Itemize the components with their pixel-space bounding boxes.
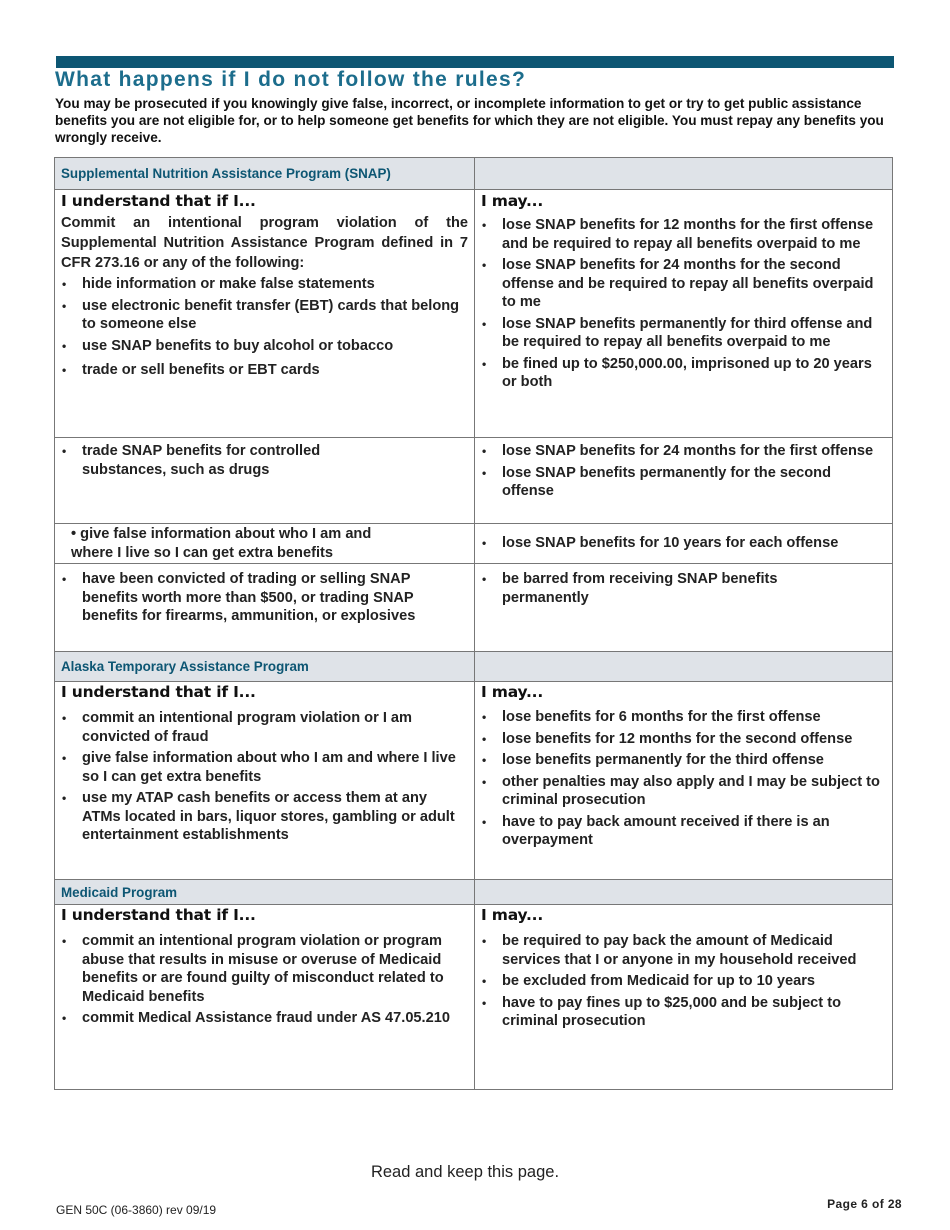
list-item: • lose benefits for 12 months for the second offense — [481, 730, 886, 749]
header-bar — [56, 56, 894, 68]
page-number: Page 6 of 28 — [827, 1197, 902, 1211]
list-item: • commit Medical Assistance fraud under AS 47.05.210 — [61, 1009, 468, 1028]
list-item: • use SNAP benefits to buy alcohol or tobacco — [61, 337, 468, 356]
list-item: • trade SNAP benefits for controlled substances, such as drugs — [61, 442, 361, 479]
list-item: • trade or sell benefits or EBT cards — [61, 361, 468, 380]
keep-page-note: Read and keep this page. — [370, 1163, 560, 1181]
atap-row — [55, 681, 892, 879]
snap-left-heading: I understand that if I... — [61, 192, 256, 210]
snap-row-3 — [55, 523, 892, 563]
snap-row-2 — [55, 437, 892, 523]
medicaid-section-header — [55, 879, 892, 904]
list-item: • use electronic benefit transfer (EBT) cards that belong to someone else — [61, 297, 468, 334]
atap-section-header — [55, 651, 892, 681]
snap-title: Supplemental Nutrition Assistance Program (SNAP) — [61, 166, 391, 181]
list-item: • lose SNAP benefits permanently for the second offense — [481, 464, 886, 501]
list-item: • lose SNAP benefits for 12 months for the first offense and be required to repay all benefits overpaid to me — [481, 216, 886, 253]
medicaid-row — [55, 904, 892, 1089]
medicaid-penalty-list — [481, 932, 886, 1031]
list-item: • give false information about who I am and where I live so I can get extra benefits — [61, 749, 468, 786]
atap-title: Alaska Temporary Assistance Program — [61, 659, 309, 674]
atap-right-heading: I may... — [481, 683, 544, 701]
snap-drugs-list — [61, 442, 361, 479]
intro-paragraph: You may be prosecuted if you knowingly give false, incorrect, or incomplete information to get or try to get public assistance benefits you are not eligible for, or to help someone get benefits for which they are not eligible. You must repay any benefits you wrongly receive. — [55, 96, 884, 145]
snap-false-info-penalty-list — [481, 534, 838, 553]
atap-penalty-list — [481, 708, 886, 850]
list-item: • have been convicted of trading or selling SNAP benefits worth more than $500, or trading SNAP benefits for firearms, ammunition, or explosives — [61, 570, 449, 626]
snap-penalty-list — [481, 216, 886, 392]
snap-trafficking-penalty-list — [481, 570, 801, 607]
list-item: • other penalties may also apply and I may be subject to criminal prosecution — [481, 773, 886, 810]
snap-right-heading: I may... — [481, 192, 544, 210]
list-item: • commit an intentional program violation or program abuse that results in misuse or overuse of Medicaid benefits or are found guilty of misconduct related to Medicaid benefits — [61, 932, 468, 1006]
list-item: • lose benefits for 6 months for the first offense — [481, 708, 886, 727]
snap-section-header — [55, 158, 892, 189]
medicaid-right-heading: I may... — [481, 906, 544, 924]
rules-table — [54, 157, 893, 1090]
snap-violation-intro: Commit an intentional program violation of the Supplemental Nutrition Assistance Program defined in 7 CFR 273.16 or any of the following: — [61, 215, 468, 271]
medicaid-left-heading: I understand that if I... — [61, 906, 256, 924]
list-item: • hide information or make false statements — [61, 275, 468, 294]
atap-left-heading: I understand that if I... — [61, 683, 256, 701]
form-identifier: GEN 50C (06-3860) rev 09/19 — [56, 1203, 217, 1217]
medicaid-violation-list — [61, 932, 468, 1028]
snap-drugs-penalty-list — [481, 442, 886, 501]
medicaid-title: Medicaid Program — [61, 884, 178, 900]
list-item: • be barred from receiving SNAP benefits permanently — [481, 570, 801, 607]
list-item: • have to pay back amount received if there is an overpayment — [481, 813, 886, 850]
snap-row-4 — [55, 563, 892, 651]
snap-false-info: • give false information about who I am and where I live so I can get extra benefits — [71, 526, 372, 561]
snap-violation-list — [61, 275, 468, 380]
snap-trafficking-list — [61, 570, 449, 626]
list-item: • lose SNAP benefits for 24 months for the first offense — [481, 442, 886, 461]
list-item: • be excluded from Medicaid for up to 10 years — [481, 972, 886, 991]
list-item: • have to pay fines up to $25,000 and be subject to criminal prosecution — [481, 994, 886, 1031]
list-item: • be required to pay back the amount of Medicaid services that I or anyone in my household received — [481, 932, 886, 969]
snap-row-1 — [55, 189, 892, 437]
list-item: • commit an intentional program violation or I am convicted of fraud — [61, 709, 468, 746]
list-item: • lose benefits permanently for the third offense — [481, 751, 886, 770]
atap-violation-list — [61, 709, 468, 845]
page-title: What happens if I do not follow the rules? — [55, 68, 527, 91]
list-item: • lose SNAP benefits permanently for third offense and be required to repay all benefits overpaid to me — [481, 315, 886, 352]
list-item: • lose SNAP benefits for 24 months for the second offense and be required to repay all benefits overpaid to me — [481, 256, 886, 312]
list-item: • lose SNAP benefits for 10 years for each offense — [481, 534, 838, 553]
list-item: • use my ATAP cash benefits or access them at any ATMs located in bars, liquor stores, gambling or adult entertainment establishments — [61, 789, 468, 845]
list-item: • be fined up to $250,000.00, imprisoned up to 20 years or both — [481, 355, 886, 392]
